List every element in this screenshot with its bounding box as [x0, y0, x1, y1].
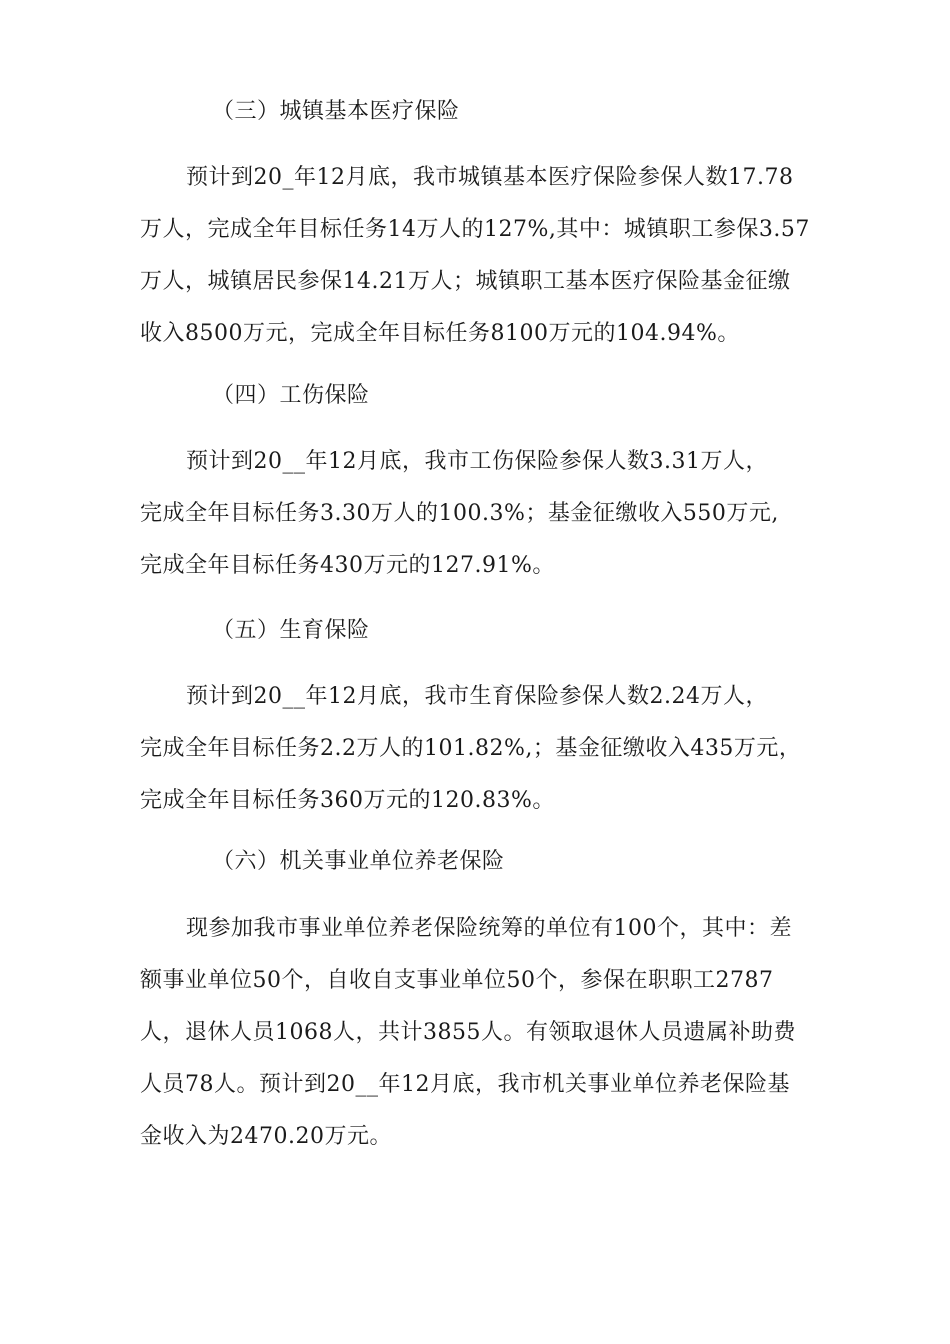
section-paragraph-6 — [140, 903, 820, 1163]
paragraph-line: 完成全年目标任务430万元的127.91%。 — [140, 553, 555, 578]
section-paragraph-5 — [140, 671, 820, 827]
paragraph-line: 预计到20_年12月底，我市城镇基本医疗保险参保人数17.78 — [186, 165, 794, 190]
paragraph-line: 预计到20__年12月底，我市工伤保险参保人数3.31万人， — [186, 449, 768, 474]
paragraph-line: 完成全年目标任务2.2万人的101.82%,；基金征缴收入435万元， — [140, 736, 802, 761]
paragraph-line: 人，退休人员1068人，共计3855人。有领取退休人员遗属补助费 — [140, 1020, 796, 1045]
paragraph-line: 收入8500万元，完成全年目标任务8100万元的104.94%。 — [140, 321, 740, 346]
section-paragraph-4 — [140, 436, 820, 592]
paragraph-line: 现参加我市事业单位养老保险统筹的单位有100个，其中：差 — [186, 916, 792, 941]
section-paragraph-3 — [140, 152, 820, 360]
paragraph-line: 完成全年目标任务3.30万人的100.3%；基金征缴收入550万元, — [140, 501, 779, 526]
paragraph-line: 额事业单位50个，自收自支事业单位50个，参保在职职工2787 — [140, 968, 774, 993]
paragraph-line: 预计到20__年12月底，我市生育保险参保人数2.24万人， — [186, 684, 768, 709]
paragraph-line: 人员78人。预计到20__年12月底，我市机关事业单位养老保险基 — [140, 1072, 790, 1097]
paragraph-line: 万人，城镇居民参保14.21万人；城镇职工基本医疗保险基金征缴 — [140, 269, 791, 294]
section-heading-6: （六）机关事业单位养老保险 — [212, 849, 505, 874]
section-heading-5: （五）生育保险 — [212, 618, 370, 643]
section-heading-3: （三）城镇基本医疗保险 — [212, 99, 460, 124]
paragraph-line: 金收入为2470.20万元。 — [140, 1124, 392, 1149]
paragraph-line: 万人，完成全年目标任务14万人的127%,其中：城镇职工参保3.57 — [140, 217, 810, 242]
section-heading-4: （四）工伤保险 — [212, 383, 370, 408]
paragraph-line: 完成全年目标任务360万元的120.83%。 — [140, 788, 555, 813]
